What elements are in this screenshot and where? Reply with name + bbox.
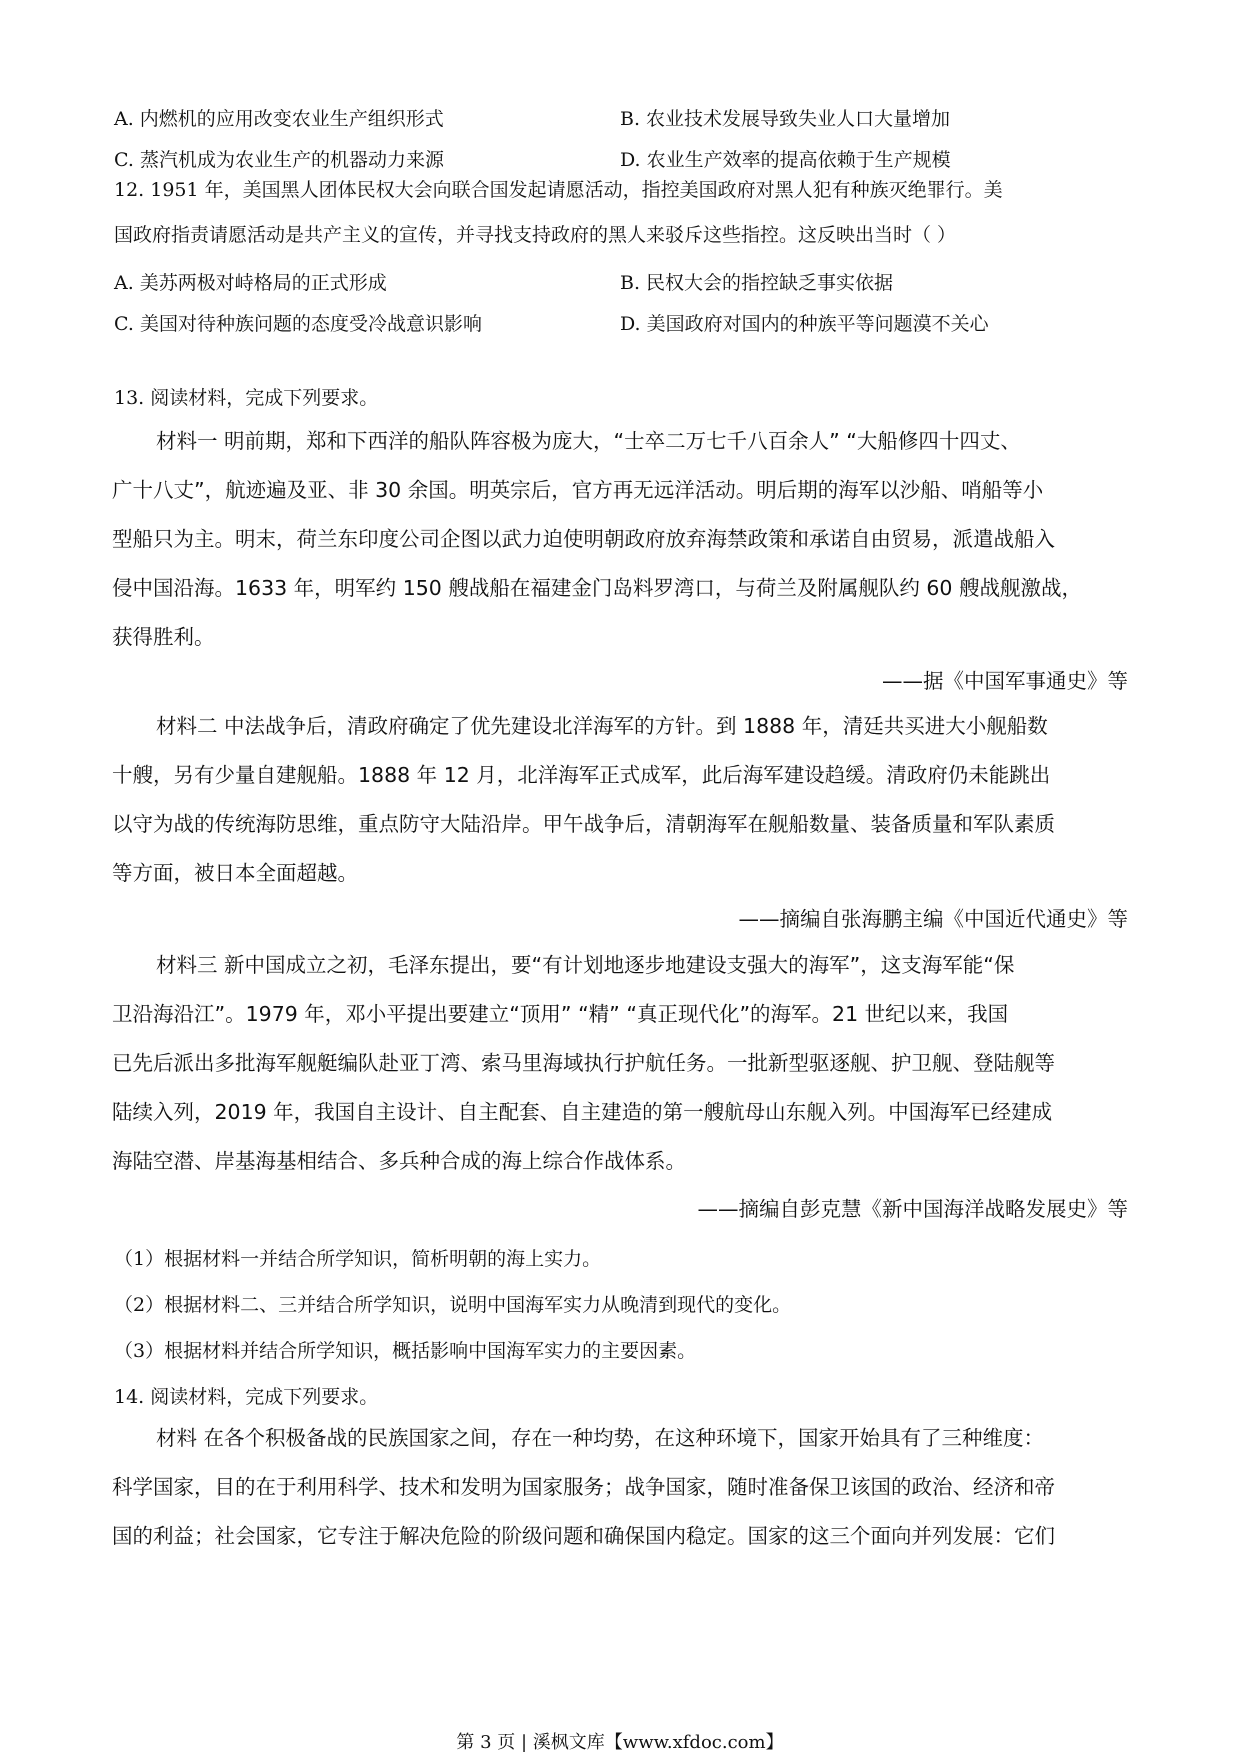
material-line: 十艘，另有少量自建舰船。1888 年 12 月，北洋海军正式成军，此后海军建设趋缓。清政府仍未能跳出 — [112, 763, 1051, 787]
q11-options-row-1 — [114, 104, 1124, 136]
material-line: 侵中国沿海。1633 年，明军约 150 艘战船在福建金门岛料罗湾口，与荷兰及附属舰队约 60 艘战舰激战， — [112, 576, 1082, 600]
q13-material-3 — [112, 941, 1128, 1186]
q13-material-1 — [112, 417, 1128, 662]
q13-subquestion-2: （2）根据材料二、三并结合所学知识，说明中国海军实力从晚清到现代的变化。 — [114, 1294, 792, 1316]
q13-subquestion-3: （3）根据材料并结合所学知识，概括影响中国海军实力的主要因素。 — [114, 1340, 697, 1362]
q12-option-a[interactable]: A. 美苏两极对峙格局的正式形成 — [114, 272, 387, 294]
q12-option-b[interactable]: B. 民权大会的指控缺乏事实依据 — [620, 272, 894, 294]
q13-subquestion-1: （1）根据材料一并结合所学知识，简析明朝的海上实力。 — [114, 1248, 602, 1270]
q13-source-3: ——摘编自彭克慧《新中国海洋战略发展史》等 — [697, 1197, 1128, 1221]
material-line: 材料一 明前期，郑和下西洋的船队阵容极为庞大，“士卒二万七千八百余人” “大船修四十四丈、 — [156, 429, 1021, 453]
material-line: 材料二 中法战争后，清政府确定了优先建设北洋海军的方针。到 1888 年，清廷共买进大小舰船数 — [156, 714, 1048, 738]
q14-heading: 14. 阅读材料，完成下列要求。 — [114, 1386, 379, 1408]
material-line: 材料 在各个积极备战的民族国家之间，存在一种均势，在这种环境下，国家开始具有了三种维度： — [156, 1426, 1045, 1450]
material-line: 已先后派出多批海军舰艇编队赴亚丁湾、索马里海域执行护航任务。一批新型驱逐舰、护卫舰、登陆舰等 — [112, 1051, 1055, 1075]
material-line: 型船只为主。明末，荷兰东印度公司企图以武力迫使明朝政府放弃海禁政策和承诺自由贸易，派遣战船入 — [112, 527, 1055, 551]
q12-option-d[interactable]: D. 美国政府对国内的种族平等问题漠不关心 — [620, 313, 989, 335]
q11-option-b[interactable]: B. 农业技术发展导致失业人口大量增加 — [620, 108, 951, 130]
material-line: 广十八丈”，航迹遍及亚、非 30 余国。明英宗后，官方再无远洋活动。明后期的海军以沙船、哨船等小 — [112, 478, 1044, 502]
material-line: 科学国家，目的在于利用科学、技术和发明为国家服务；战争国家，随时准备保卫该国的政治、经济和帝 — [112, 1475, 1055, 1499]
material-line: 以守为战的传统海防思维，重点防守大陆沿岸。甲午战争后，清朝海军在舰船数量、装备质量和军队素质 — [112, 812, 1055, 836]
material-line: 陆续入列，2019 年，我国自主设计、自主配套、自主建造的第一艘航母山东舰入列。中国海军已经建成 — [112, 1100, 1053, 1124]
q11-option-c[interactable]: C. 蒸汽机成为农业生产的机器动力来源 — [114, 149, 444, 171]
material-line: 等方面，被日本全面超越。 — [112, 861, 358, 885]
q13-heading: 13. 阅读材料，完成下列要求。 — [114, 387, 379, 409]
q13-material-2 — [112, 702, 1128, 898]
q12-option-c[interactable]: C. 美国对待种族问题的态度受冷战意识影响 — [114, 313, 482, 335]
q11-option-a[interactable]: A. 内燃机的应用改变农业生产组织形式 — [114, 108, 444, 130]
q13-source-2: ——摘编自张海鹏主编《中国近代通史》等 — [738, 907, 1128, 931]
q13-source-1: ——据《中国军事通史》等 — [882, 669, 1128, 693]
q14-material — [112, 1414, 1128, 1561]
q11-option-d[interactable]: D. 农业生产效率的提高依赖于生产规模 — [620, 149, 951, 171]
material-line: 获得胜利。 — [112, 625, 215, 649]
q12-stem — [114, 168, 1124, 258]
q12-options-row-2 — [114, 309, 1124, 341]
material-line: 海陆空潜、岸基海基相结合、多兵种合成的海上综合作战体系。 — [112, 1149, 686, 1173]
material-line: 卫沿海沿江”。1979 年，邓小平提出要建立“顶用” “精” “真正现代化”的海军。21 世纪以来，我国 — [112, 1002, 1009, 1026]
material-line: 材料三 新中国成立之初，毛泽东提出，要“有计划地逐步地建设支强大的海军”，这支海军能“保 — [156, 953, 1015, 977]
q12-stem-line: 国政府指责请愿活动是共产主义的宣传，并寻找支持政府的黑人来驳斥这些指控。这反映出当时（ ） — [114, 224, 957, 246]
q12-stem-line: 12. 1951 年，美国黑人团体民权大会向联合国发起请愿活动，指控美国政府对黑人犯有种族灭绝罪行。美 — [114, 179, 1003, 201]
page-footer: 第 3 页 | 溪枫文库【www.xfdoc.com】 — [456, 1732, 784, 1753]
q12-options-row-1 — [114, 268, 1124, 300]
material-line: 国的利益；社会国家，它专注于解决危险的阶级问题和确保国内稳定。国家的这三个面向并列发展：它们 — [112, 1524, 1055, 1548]
